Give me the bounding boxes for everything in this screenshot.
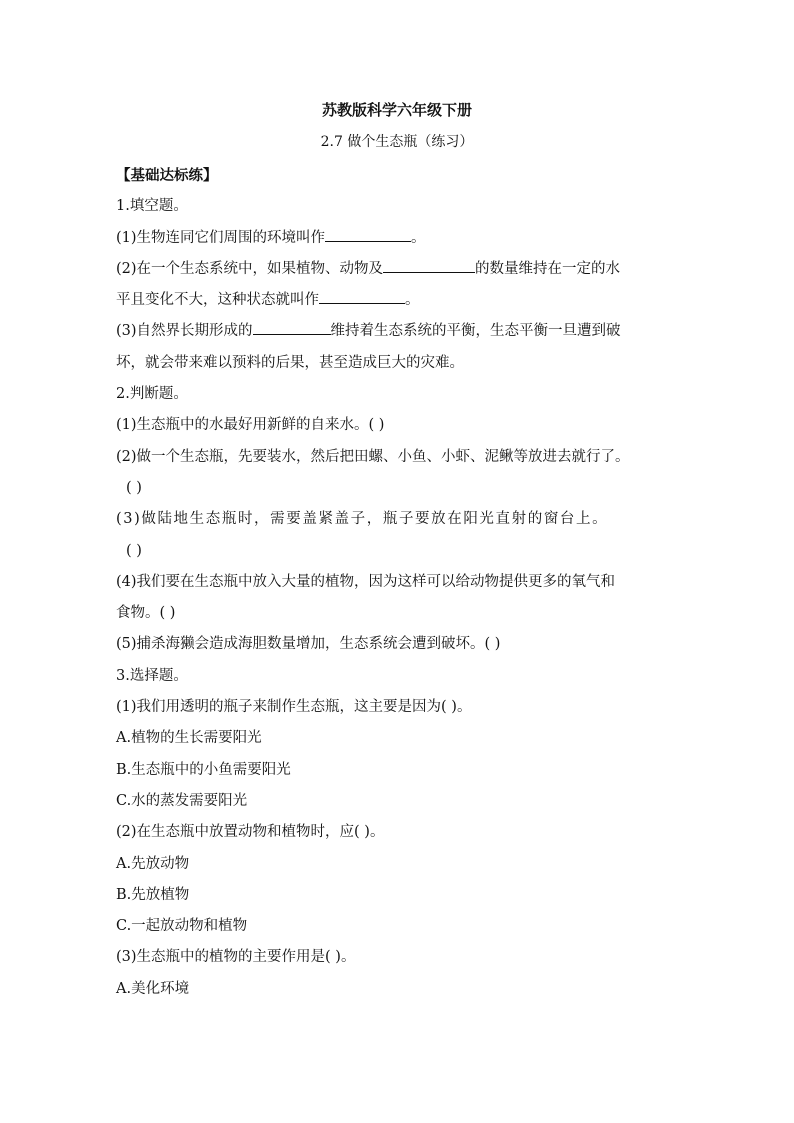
q1-item1-text: (1)生物连同它们周围的环境叫作 xyxy=(116,229,326,246)
q1-item1-end: 。 xyxy=(411,229,426,246)
q2-item2-paren: ( ) xyxy=(126,479,142,496)
q2-item4-line2: 食物。( ) xyxy=(116,605,176,622)
q1-item1-blank xyxy=(325,227,411,242)
q1-item3-text-2: 维持着生态系统的平衡，生态平衡一旦遭到破 xyxy=(330,323,621,340)
q1-heading: 1.填空题。 xyxy=(116,198,188,215)
q1-item1 xyxy=(116,223,716,254)
q2-item1: (1)生态瓶中的水最好用新鲜的自来水。( ) xyxy=(116,417,385,434)
q2-item3: (3)做陆地生态瓶时，需要盖紧盖子，瓶子要放在阳光直射的窗台上。 xyxy=(116,511,609,528)
q1-item2-text: (2)在一个生态系统中，如果植物、动物及 xyxy=(116,260,384,277)
q3-item2-option-b: B.先放植物 xyxy=(116,886,190,903)
q3-item2-option-a: A.先放动物 xyxy=(116,855,190,872)
q3-item1-option-c: C.水的蒸发需要阳光 xyxy=(116,792,248,809)
q3-item2-option-c: C.一起放动物和植物 xyxy=(116,918,248,935)
q3-item3-option-a: A.美化环境 xyxy=(116,980,190,997)
q1-item2-line2 xyxy=(116,285,716,316)
q3-item1-option-a: A.植物的生长需要阳光 xyxy=(116,730,262,747)
q1-item3-blank xyxy=(253,320,331,335)
q1-item3 xyxy=(116,316,716,347)
q1-item3-text: (3)自然界长期形成的 xyxy=(116,323,253,340)
q3-item2: (2)在生态瓶中放置动物和植物时，应( )。 xyxy=(116,824,385,841)
q3-item3: (3)生态瓶中的植物的主要作用是( )。 xyxy=(116,949,356,966)
q1-item2-line2-end: 。 xyxy=(405,292,420,309)
q1-item2 xyxy=(116,254,716,285)
q3-item1: (1)我们用透明的瓶子来制作生态瓶，这主要是因为( )。 xyxy=(116,699,472,716)
q1-item2-line2-text: 平且变化不大，这种状态就叫作 xyxy=(116,292,319,309)
worksheet-content xyxy=(116,160,716,1005)
q2-item3-paren: ( ) xyxy=(126,542,142,559)
page-subtitle: 2.7 做个生态瓶（练习） xyxy=(320,134,474,150)
q2-item4: (4)我们要在生态瓶中放入大量的植物，因为这样可以给动物提供更多的氧气和 xyxy=(116,573,616,590)
q1-item2-blank-2 xyxy=(319,289,405,304)
q1-item3-line2: 坏，就会带来难以预料的后果，甚至造成巨大的灾难。 xyxy=(116,354,464,371)
q3-item1-option-b: B.生态瓶中的小鱼需要阳光 xyxy=(116,761,291,778)
q2-heading: 2.判断题。 xyxy=(116,386,188,403)
q1-item2-text-2: 的数量维持在一定的水 xyxy=(475,260,621,277)
section-label: 【基础达标练】 xyxy=(116,167,218,184)
page-title: 苏教版科学六年级下册 xyxy=(321,101,472,119)
q3-heading: 3.选择题。 xyxy=(116,667,188,684)
q2-item5: (5)捕杀海獭会造成海胆数量增加，生态系统会遭到破坏。( ) xyxy=(116,636,501,653)
q1-item2-blank xyxy=(383,258,475,273)
q2-item2: (2)做一个生态瓶，先要装水，然后把田螺、小鱼、小虾、泥鳅等放进去就行了。 xyxy=(116,448,630,465)
